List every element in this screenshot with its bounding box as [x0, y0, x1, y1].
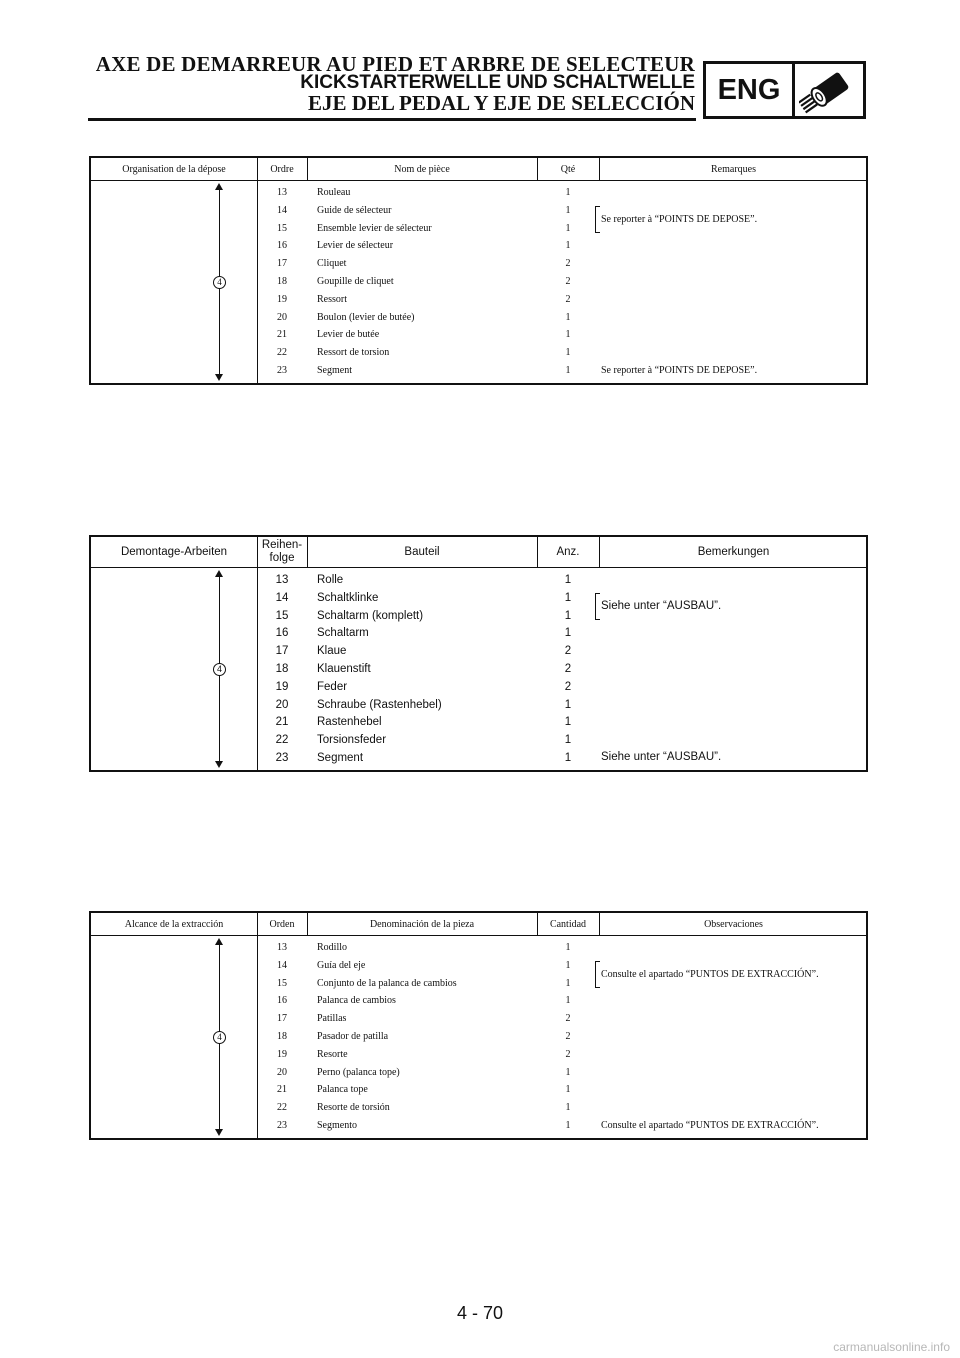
column-divider	[257, 913, 258, 935]
bolt-icon	[795, 64, 863, 116]
quantity-cell: 2	[565, 1031, 571, 1042]
quantity-cell: 2	[565, 1048, 571, 1060]
quantity-cell: 2	[565, 258, 571, 270]
part-name-cell: Ensemble levier de sélecteur	[317, 222, 432, 234]
table-header	[91, 158, 866, 181]
table-row	[91, 607, 866, 625]
part-name-cell: Pasador de patilla	[317, 1031, 389, 1042]
table-row	[91, 309, 866, 327]
part-name-cell: Segmento	[317, 1120, 357, 1131]
header-part-name: Nom de pièce	[394, 163, 450, 175]
column-divider	[257, 158, 258, 180]
column-divider	[537, 158, 538, 180]
table-row	[91, 660, 866, 678]
table-row	[91, 184, 866, 202]
order-cell: 17	[275, 645, 289, 658]
quantity-cell: 2	[564, 663, 572, 675]
column-divider	[599, 913, 600, 935]
part-name-cell: Patillas	[317, 1013, 347, 1025]
part-name-cell: Rolle	[317, 574, 344, 586]
table-row	[91, 713, 866, 731]
part-name-cell: Klaue	[317, 645, 347, 658]
quantity-cell: 1	[565, 942, 571, 953]
part-name-cell: Boulon (levier de butée)	[317, 311, 415, 323]
page-header	[0, 0, 960, 130]
order-cell: 14	[275, 591, 289, 604]
table-row	[91, 731, 866, 749]
part-name-cell: Resorte de torsión	[317, 1102, 390, 1114]
quantity-cell: 1	[564, 609, 572, 622]
watermark: carmanualsonline.info	[833, 1340, 950, 1354]
header-order: Reihen- folge	[261, 539, 303, 564]
title-german: KICKSTARTERWELLE UND SCHALTWELLE	[300, 72, 695, 93]
table-row	[91, 678, 866, 696]
part-name-cell: Palanca de cambios	[317, 995, 396, 1007]
quantity-cell: 1	[565, 365, 571, 376]
table-row	[91, 255, 866, 273]
title-spanish: EJE DEL PEDAL Y EJE DE SELECCIÓN	[307, 91, 695, 115]
quantity-cell: 1	[565, 1102, 571, 1114]
column-divider	[537, 913, 538, 935]
order-cell: 17	[277, 258, 287, 270]
table-row	[91, 1010, 866, 1028]
bracket-group	[595, 206, 600, 234]
table-body	[91, 568, 866, 770]
header-quantity: Cantidad	[549, 918, 587, 930]
order-cell: 22	[277, 1102, 287, 1114]
column-divider	[537, 537, 538, 567]
part-name-cell: Resorte	[317, 1048, 348, 1060]
step-number-badge: 4	[213, 276, 226, 289]
table-row	[91, 273, 866, 291]
part-name-cell: Guide de sélecteur	[317, 204, 392, 216]
remark-last: Siehe unter “AUSBAU”.	[601, 751, 722, 763]
part-name-cell: Guía del eje	[317, 959, 366, 971]
title-french: AXE DE DEMARREUR AU PIED ET ARBRE DE SELECTEUR	[95, 52, 695, 76]
quantity-cell: 2	[565, 293, 571, 305]
order-cell: 14	[277, 204, 287, 216]
removal-table-es	[89, 911, 868, 1140]
order-cell: 14	[277, 959, 287, 971]
order-cell: 23	[277, 365, 287, 376]
order-cell: 16	[277, 995, 287, 1007]
bracket-group	[595, 593, 600, 621]
order-cell: 18	[277, 276, 287, 287]
quantity-cell: 2	[565, 1013, 571, 1025]
part-name-cell: Feder	[317, 680, 348, 693]
table-row	[91, 1046, 866, 1064]
order-cell: 13	[277, 942, 287, 953]
column-divider	[599, 537, 600, 567]
column-divider	[599, 158, 600, 180]
header-remarks: Bemerkungen	[697, 545, 770, 558]
quantity-cell: 1	[565, 959, 571, 971]
quantity-cell: 2	[565, 276, 571, 287]
part-name-cell: Torsionsfeder	[317, 734, 387, 747]
order-cell: 23	[275, 752, 289, 764]
header-job: Alcance de la extracción	[124, 918, 224, 930]
order-cell: 20	[275, 698, 289, 711]
order-cell: 17	[277, 1013, 287, 1025]
remark-last: Consulte el apartado “PUNTOS DE EXTRACCIÓN”.	[601, 1120, 819, 1131]
table-header	[91, 537, 866, 568]
quantity-cell: 1	[565, 222, 571, 234]
part-name-cell: Schaltarm (komplett)	[317, 609, 424, 622]
quantity-cell: 1	[565, 240, 571, 252]
table-body	[91, 936, 866, 1138]
part-name-cell: Conjunto de la palanca de cambios	[317, 977, 457, 989]
quantity-cell: 1	[565, 1066, 571, 1078]
part-name-cell: Ressort	[317, 293, 347, 305]
quantity-cell: 1	[565, 329, 571, 341]
quantity-cell: 1	[565, 347, 571, 359]
order-cell: 22	[275, 734, 289, 747]
quantity-cell: 1	[564, 716, 572, 729]
table-row	[91, 624, 866, 642]
quantity-cell: 1	[564, 698, 572, 711]
part-name-cell: Palanca tope	[317, 1084, 368, 1096]
part-name-cell: Segment	[317, 752, 364, 764]
order-cell: 16	[275, 627, 289, 640]
part-name-cell: Levier de sélecteur	[317, 240, 394, 252]
table-row	[91, 1081, 866, 1099]
header-quantity: Qté	[560, 163, 576, 175]
order-cell: 18	[275, 663, 289, 675]
order-cell: 15	[275, 609, 289, 622]
header-order: Ordre	[270, 163, 294, 175]
removal-table-fr	[89, 156, 868, 385]
header-job: Demontage-Arbeiten	[120, 545, 228, 558]
quantity-cell: 1	[564, 752, 572, 764]
header-part-name: Denominación de la pieza	[369, 918, 475, 930]
remark-group: Siehe unter “AUSBAU”.	[601, 599, 722, 612]
order-cell: 13	[275, 574, 289, 586]
section-badge	[703, 61, 866, 119]
table-row	[91, 1064, 866, 1082]
removal-table-de	[89, 535, 868, 772]
table-header	[91, 913, 866, 936]
part-name-cell: Levier de butée	[317, 329, 380, 341]
order-cell: 19	[277, 1048, 287, 1060]
table-row	[91, 939, 866, 957]
quantity-cell: 1	[565, 977, 571, 989]
order-cell: 15	[277, 222, 287, 234]
table-row	[91, 992, 866, 1010]
column-divider	[257, 537, 258, 567]
part-name-cell: Goupille de cliquet	[317, 276, 394, 287]
step-number-badge: 4	[213, 663, 226, 676]
badge-label: ENG	[706, 64, 795, 116]
quantity-cell: 2	[564, 680, 572, 693]
quantity-cell: 1	[565, 1120, 571, 1131]
header-order: Orden	[269, 918, 295, 930]
quantity-cell: 1	[565, 204, 571, 216]
order-cell: 19	[277, 293, 287, 305]
table-row	[91, 589, 866, 607]
order-cell: 16	[277, 240, 287, 252]
header-remarks: Observaciones	[704, 918, 763, 930]
part-name-cell: Schraube (Rastenhebel)	[317, 698, 442, 711]
remark-group: Consulte el apartado “PUNTOS DE EXTRACCIÓN”.	[601, 968, 819, 980]
order-cell: 21	[277, 329, 287, 341]
quantity-cell: 1	[565, 187, 571, 198]
order-cell: 15	[277, 977, 287, 989]
part-name-cell: Perno (palanca tope)	[317, 1066, 400, 1078]
header-job: Organisation de la dépose	[122, 163, 226, 175]
header-rule	[88, 118, 696, 121]
part-name-cell: Rodillo	[317, 942, 348, 953]
quantity-cell: 1	[564, 627, 572, 640]
order-cell: 21	[275, 716, 289, 729]
table-row	[91, 326, 866, 344]
table-row	[91, 642, 866, 660]
table-body	[91, 181, 866, 383]
column-divider	[307, 158, 308, 180]
part-name-cell: Segment	[317, 365, 352, 376]
quantity-cell: 1	[564, 734, 572, 747]
order-cell: 23	[277, 1120, 287, 1131]
step-number-badge: 4	[213, 1031, 226, 1044]
quantity-cell: 2	[564, 645, 572, 658]
part-name-cell: Schaltarm	[317, 627, 369, 640]
order-cell: 22	[277, 347, 287, 359]
table-row	[91, 749, 866, 767]
remark-group: Se reporter à “POINTS DE DEPOSE”.	[601, 213, 758, 225]
order-cell: 19	[275, 680, 289, 693]
column-divider	[307, 913, 308, 935]
remark-last: Se reporter à “POINTS DE DEPOSE”.	[601, 365, 758, 376]
bracket-group	[595, 961, 600, 989]
order-cell: 13	[277, 187, 287, 198]
header-part-name: Bauteil	[404, 545, 440, 558]
part-name-cell: Schaltklinke	[317, 591, 379, 604]
part-name-cell: Klauenstift	[317, 663, 371, 675]
column-divider	[307, 537, 308, 567]
part-name-cell: Rastenhebel	[317, 716, 382, 729]
table-row	[91, 696, 866, 714]
quantity-cell: 1	[565, 311, 571, 323]
quantity-cell: 1	[564, 574, 572, 586]
part-name-cell: Rouleau	[317, 187, 351, 198]
part-name-cell: Ressort de torsion	[317, 347, 390, 359]
part-name-cell: Cliquet	[317, 258, 347, 270]
page-number: 4 - 70	[456, 1303, 504, 1323]
order-cell: 18	[277, 1031, 287, 1042]
table-row	[91, 571, 866, 589]
table-row	[91, 344, 866, 362]
table-row	[91, 1099, 866, 1117]
quantity-cell: 1	[565, 1084, 571, 1096]
order-cell: 20	[277, 1066, 287, 1078]
header-remarks: Remarques	[711, 163, 756, 175]
quantity-cell: 1	[564, 591, 572, 604]
quantity-cell: 1	[565, 995, 571, 1007]
header-quantity: Anz.	[556, 545, 580, 558]
table-row	[91, 237, 866, 255]
order-cell: 20	[277, 311, 287, 323]
table-row	[91, 1028, 866, 1046]
order-cell: 21	[277, 1084, 287, 1096]
table-row	[91, 291, 866, 309]
